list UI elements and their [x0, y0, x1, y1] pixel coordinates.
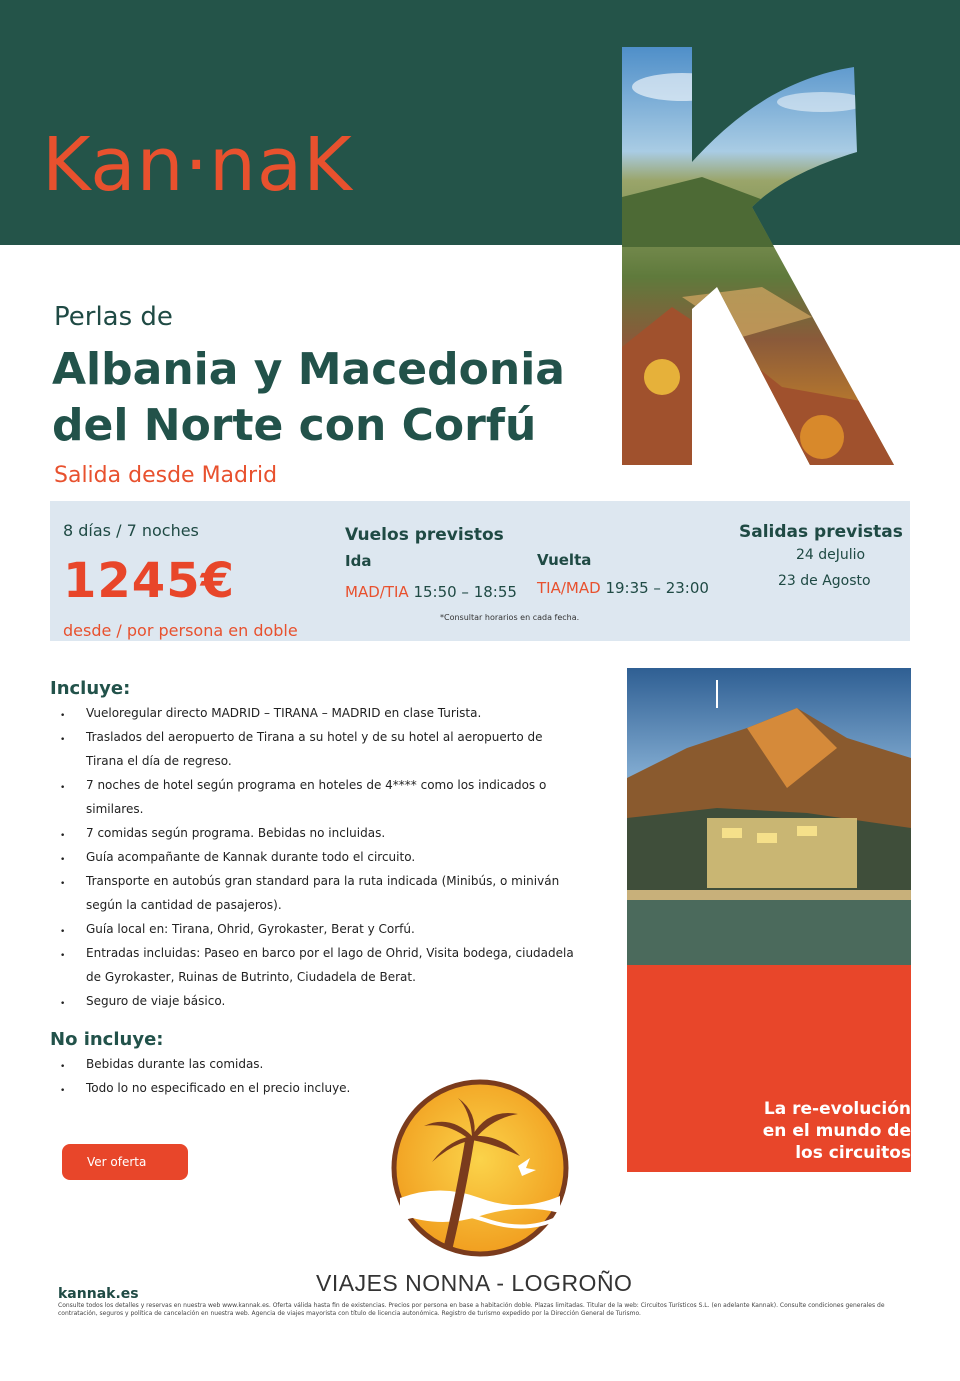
ida-route: MAD/TIA: [345, 583, 409, 601]
legal-text: Consulte todos los detalles y reservas en nuestra web www.kannak.es. Oferta válida hasta fin de existencias. Precios por persona en base a habitación doble. Plazas limitadas. Titular de la web: Circuitos Turísticos S.L. (en adelante Kannak). Consulte condiciones generales de contratación, seguros y política de cancelación en nuestra web. Agencia de viajes mayorista con título de licencia autonómica. Registro de turismo expedido por la Dirección General de Turismo.: [58, 1302, 885, 1317]
list-item: • Traslados del aeropuerto de Tirana a su hotel y de su hotel al aeropuerto de Tirana el día de regreso.: [60, 725, 580, 773]
list-item: • 7 comidas según programa. Bebidas no incluidas.: [60, 821, 580, 845]
trip-title-line-1: Albania y Macedonia: [52, 344, 565, 395]
departure-date-2: 23 de Agosto: [778, 573, 871, 589]
list-item: • Transporte en autobús gran standard para la ruta indicada (Minibús, o miniván según la cantidad de pasajeros).: [60, 869, 580, 917]
slogan-line-3: los circuitos: [795, 1143, 911, 1163]
slogan-line-2: en el mundo de: [762, 1121, 911, 1141]
list-item: • Bebidas durante las comidas.: [60, 1052, 580, 1076]
vuelta-label: Vuelta: [537, 551, 592, 569]
info-panel: [50, 501, 910, 641]
duration: 8 días / 7 noches: [63, 521, 199, 540]
trip-title: [52, 342, 565, 454]
trip-title-line-2: del Norte con Corfú: [52, 400, 537, 451]
departure-date-1: 24 deJulio: [796, 547, 866, 563]
departure-city: Salida desde Madrid: [54, 463, 278, 488]
list-item: • Guía acompañante de Kannak durante todo el circuito.: [60, 845, 580, 869]
kannak-logo[interactable]: Kan·naK: [42, 122, 353, 208]
website-link[interactable]: kannak.es: [58, 1286, 139, 1302]
list-item: • Guía local en: Tirana, Ohrid, Gyrokaster, Berat y Corfú.: [60, 917, 580, 941]
trip-subtitle: Perlas de: [54, 302, 173, 332]
list-item: • Todo lo no especificado en el precio incluye.: [60, 1076, 580, 1100]
price: 1245€: [63, 553, 235, 609]
includes-list: [60, 701, 580, 1013]
schedule-note: *Consultar horarios en cada fecha.: [440, 613, 580, 622]
price-note: desde / por persona en doble: [63, 621, 298, 640]
list-item: • Seguro de viaje básico.: [60, 989, 580, 1013]
berat-town-photo: [627, 668, 911, 965]
list-item: • Entradas incluidas: Paseo en barco por el lago de Ohrid, Visita bodega, ciudadela de Gyrokaster, Ruinas de Butrinto, Ciudadela de Berat.: [60, 941, 580, 989]
flights-heading: Vuelos previstos: [345, 525, 504, 545]
departures-heading: Salidas previstas: [739, 522, 903, 542]
ida-time: 15:50 – 18:55: [413, 583, 517, 601]
list-item: • Vueloregular directo MADRID – TIRANA – MADRID en clase Turista.: [60, 701, 580, 725]
slogan-text: [631, 1098, 911, 1164]
agency-name: VIAJES NONNA - LOGROÑO: [316, 1270, 633, 1296]
includes-heading: Incluye:: [50, 678, 131, 699]
vuelta-route: TIA/MAD: [537, 579, 601, 597]
palm-tree-logo: [390, 1078, 570, 1258]
vuelta-time: 19:35 – 23:00: [605, 579, 709, 597]
ida-label: Ida: [345, 552, 372, 570]
slogan-box: [627, 965, 911, 1172]
big-k-landscape-graphic: [622, 47, 894, 465]
ver-oferta-button[interactable]: Ver oferta: [62, 1144, 188, 1180]
slogan-line-1: La re-evolución: [763, 1099, 911, 1119]
excludes-heading: No incluye:: [50, 1029, 164, 1050]
list-item: • 7 noches de hotel según programa en hoteles de 4**** como los indicados o similares.: [60, 773, 580, 821]
